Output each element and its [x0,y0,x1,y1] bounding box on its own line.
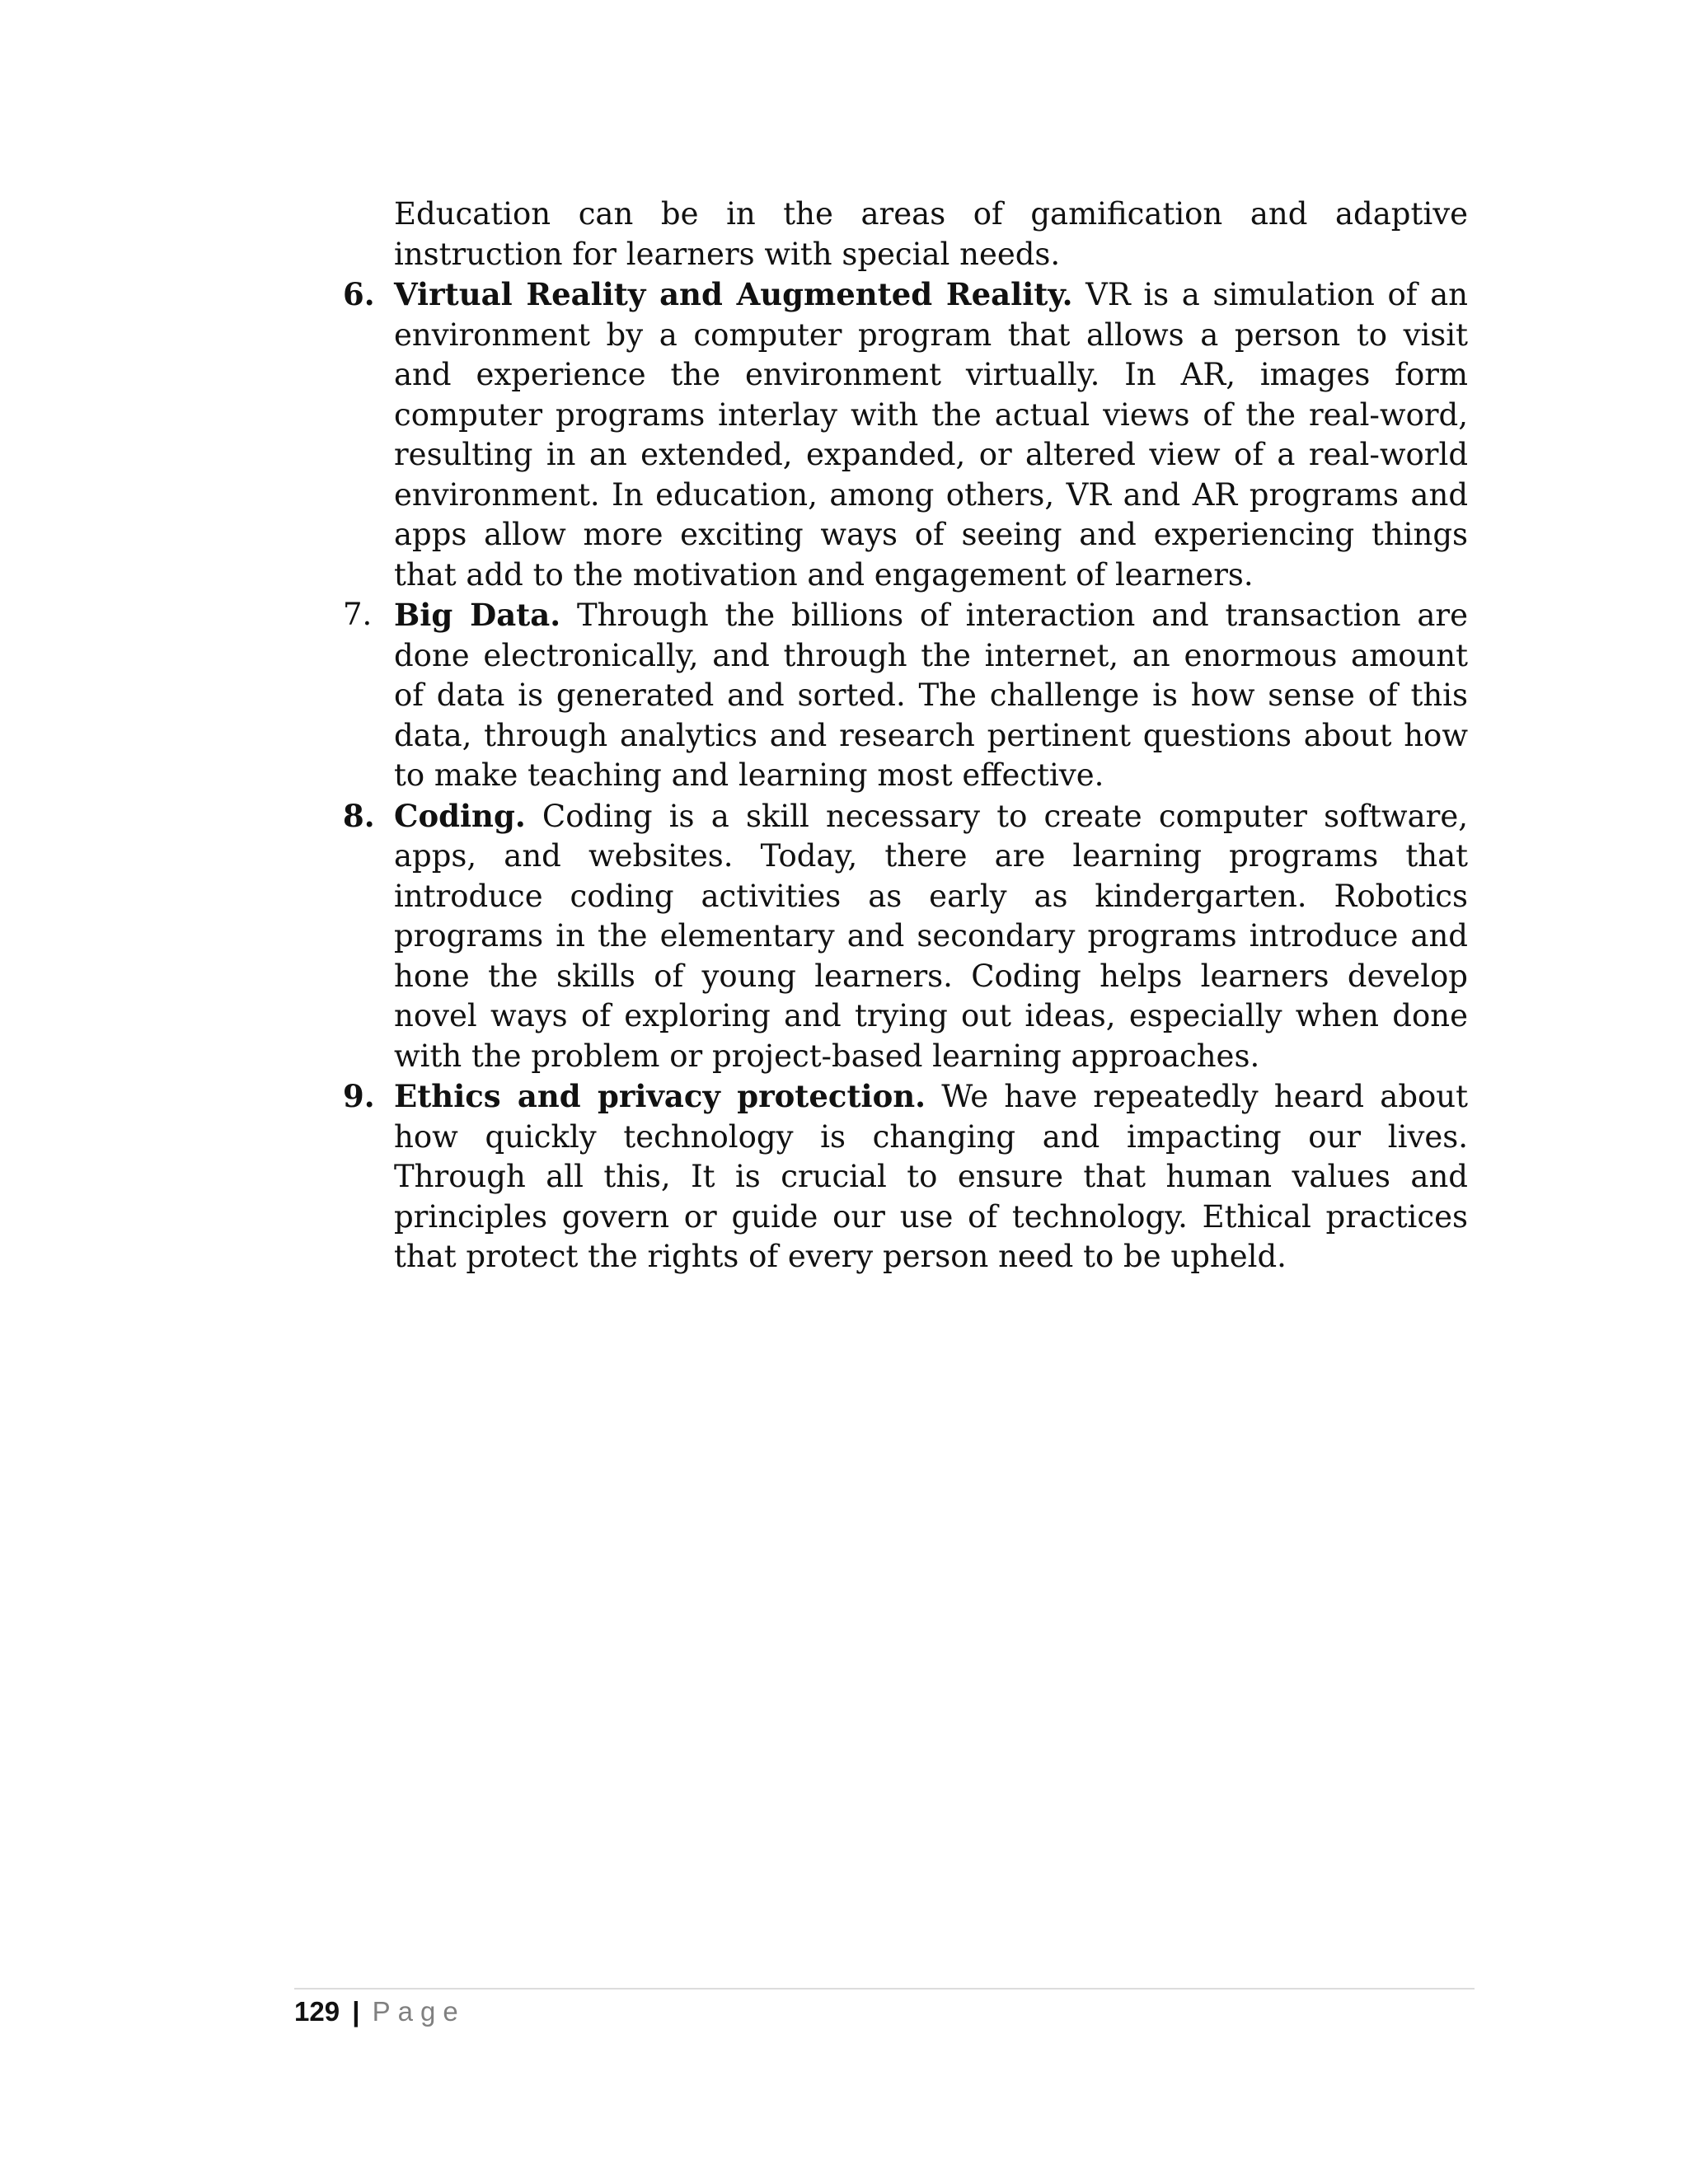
list-item-body: We have repeatedly heard about how quickly technology is changing and impacting our lives. Through all this, It is crucial to ensure that human values and principles govern or guide our use of technology. Ethical practices that protect the rights of every person need to be upheld. [394,1079,1468,1274]
list-item-6 [343,274,1468,595]
list-item-number: 8. [343,797,375,834]
list-item-8 [343,796,1468,1077]
list-item-text [394,595,1468,796]
list-item-title: Virtual Reality and Augmented Reality. [394,276,1073,312]
list-item-title: Big Data. [394,597,561,633]
page-content [343,194,1468,1277]
list-item-text [394,1076,1468,1277]
list-item-9 [343,1076,1468,1277]
list-item-body: Coding is a skill necessary to create computer software, apps, and websites. Today, there are learning programs that introduce coding activities as early as kindergarten. Robotics programs in the elementary and secondary programs introduce and hone the skills of young learners. Coding helps learners develop novel ways of exploring and trying out ideas, especially when done with the problem or project-based learning approaches. [394,798,1468,1074]
list-item-number: 6. [343,276,375,312]
page-footer [294,1995,466,2028]
list-item-text [394,274,1468,595]
list-item-body: VR is a simulation of an environment by a computer program that allows a person to visit and experience the environment virtually. In AR, images form computer programs interlay with the actual views of the real-word, resulting in an extended, expanded, or altered view of a real-world environment. In education, among others, VR and AR programs and apps allow more exciting ways of seeing and experiencing things that add to the motivation and engagement of learners. [394,277,1468,593]
page-label: Page [372,1996,466,2027]
footer-divider [294,1988,1475,1990]
list-item-number: 9. [343,1078,375,1114]
footer-separator: | [352,1996,360,2027]
list-item-number: 7. [343,597,373,632]
list-item-body: Through the billions of interaction and transaction are done electronically, and through the internet, an enormous amount of data is generated and sorted. The challenge is how sense of this data, through analytics and research pertinent questions about how to make teaching and learning most effective. [394,598,1468,793]
list-item-title: Coding. [394,797,526,834]
intro-paragraph: Education can be in the areas of gamification and adaptive instruction for learners with special needs. [394,196,1468,272]
list-item-7 [343,595,1468,796]
list-item-title: Ethics and privacy protection. [394,1078,926,1114]
list-item-text [394,796,1468,1077]
page-number: 129 [294,1996,340,2027]
